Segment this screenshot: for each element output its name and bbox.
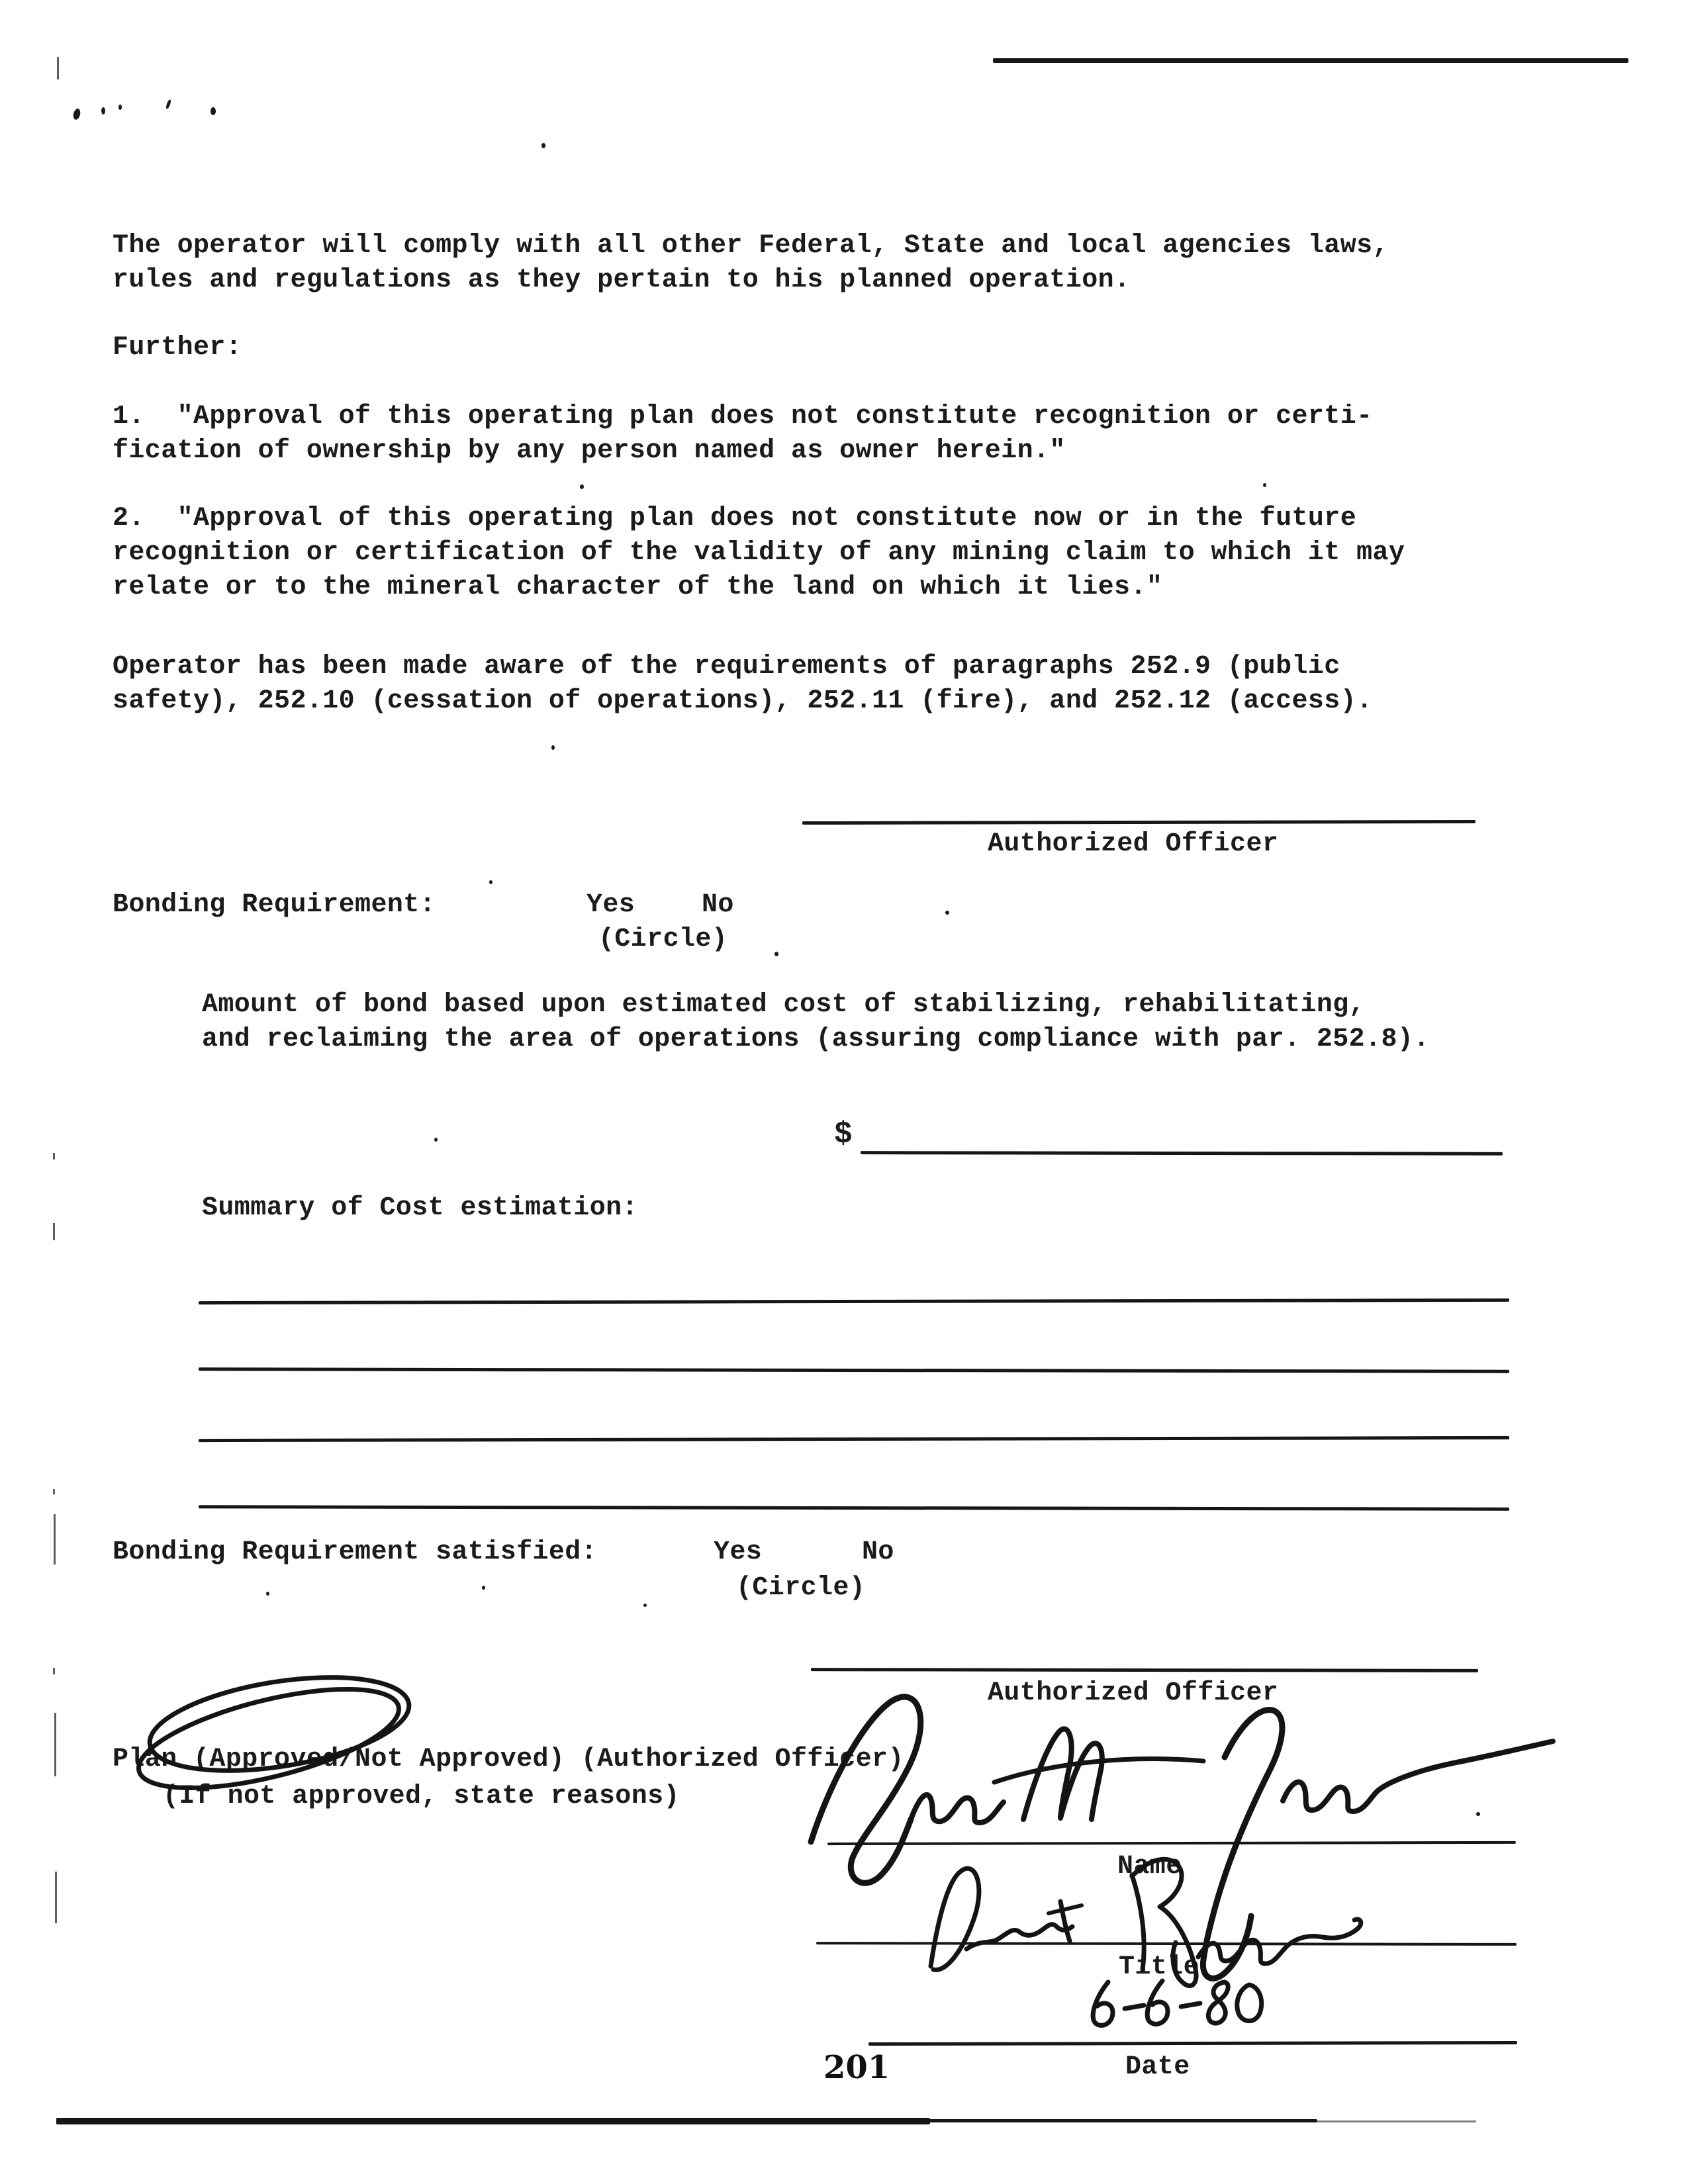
scan-artifact (53, 1489, 55, 1494)
top-divider-line (993, 58, 1628, 63)
date-signature-line (868, 2041, 1517, 2046)
list-item-2-line: recognition or certification of the validity of any mining claim to which it may (113, 538, 1405, 568)
title-stroke (931, 1868, 979, 1970)
bonding-requirement-no-option: No (702, 890, 734, 920)
authorized-officer-label: Authorized Officer (988, 829, 1279, 859)
bonding-satisfied-no-option: No (862, 1537, 894, 1567)
scan-artifact (54, 1514, 56, 1565)
scan-artifact (266, 1592, 269, 1596)
list-item-2-line: 2. "Approval of this operating plan does not constitute now or in the future (113, 504, 1357, 533)
signature-stroke (911, 1795, 1004, 1823)
title-stroke (1198, 1919, 1361, 1964)
scan-artifact (165, 99, 172, 110)
bond-amount-line: and reclaiming the area of operations (assuring compliance with par. 252.8). (202, 1024, 1430, 1054)
dollar-sign: $ (834, 1117, 853, 1152)
bonding-satisfied-circle-hint: (Circle) (736, 1573, 866, 1603)
cost-summary-blank-line (199, 1367, 1509, 1373)
scan-artifact (945, 911, 949, 915)
authorized-officer-signature-line (811, 1668, 1478, 1672)
signature-date-transcription (0, 0, 1, 1)
plan-approval-line: Plan (Approved/Not Approved) (Authorized Officer) (113, 1745, 904, 1774)
date-stroke (1093, 1982, 1113, 2025)
date-label: Date (1125, 2052, 1190, 2082)
scan-artifact (1263, 483, 1266, 487)
bottom-divider-line (56, 2118, 930, 2124)
signature-stroke (1283, 1741, 1553, 1811)
scan-artifact (101, 107, 105, 114)
bonding-requirement-label: Bonding Requirement: (113, 890, 436, 920)
scan-artifact (489, 880, 492, 884)
title-stroke (1132, 1875, 1144, 1970)
cost-summary-blank-line (199, 1298, 1509, 1304)
signature-stroke (1203, 1710, 1282, 1979)
scan-artifact (55, 1872, 57, 1923)
approved-circle-annotation (126, 1664, 457, 1803)
list-item-2-line: relate or to the mineral character of the land on which it lies." (113, 572, 1163, 602)
title-label: Title (1119, 1952, 1200, 1982)
authorized-officer-label: Authorized Officer (988, 1678, 1279, 1708)
intro-line: rules and regulations as they pertain to his planned operation. (113, 265, 1131, 295)
operator-note-line: safety), 252.10 (cessation of operations), 252.11 (fire), and 252.12 (access). (113, 686, 1373, 716)
intro-line: The operator will comply with all other Federal, State and local agencies laws, (113, 231, 1389, 261)
title-stroke (1049, 1905, 1082, 1913)
bond-amount-line: Amount of bond based upon estimated cost of stabilizing, rehabilitating, (202, 990, 1366, 1020)
scan-artifact (551, 745, 555, 750)
scan-artifact (1476, 1812, 1480, 1816)
signature-stroke (811, 1697, 921, 1883)
scan-artifact (118, 105, 122, 110)
signature-name-transcription (0, 0, 1, 1)
cost-summary-blank-line (199, 1436, 1509, 1442)
date-stroke (1181, 2003, 1200, 2007)
page-number: 201 (823, 2049, 890, 2086)
further-label: Further: (113, 333, 242, 363)
date-stroke (1125, 2005, 1144, 2009)
list-item-1-line: 1. "Approval of this operating plan does not constitute recognition or certi- (113, 402, 1373, 432)
date-stroke (1208, 1982, 1228, 2023)
cost-summary-label: Summary of Cost estimation: (202, 1193, 638, 1223)
signature-stroke (1023, 1729, 1102, 1819)
scan-artifact (211, 107, 216, 115)
scan-artifact (541, 143, 545, 148)
authorized-officer-signature-line (802, 820, 1476, 825)
bonding-satisfied-label: Bonding Requirement satisfied: (113, 1537, 598, 1567)
plan-approval-reasons-hint: (If not approved, state reasons) (163, 1782, 680, 1811)
circled-option-transcription (0, 0, 1, 1)
scan-artifact (53, 1668, 55, 1674)
operator-note-line: Operator has been made aware of the requirements of paragraphs 252.9 (public (113, 652, 1340, 682)
bonding-satisfied-yes-option: Yes (714, 1537, 763, 1567)
cost-summary-blank-line (199, 1505, 1509, 1510)
scan-artifact (57, 57, 59, 79)
signature-title-transcription (0, 0, 1, 1)
bond-amount-blank-line (861, 1151, 1503, 1156)
bottom-divider-line (927, 2119, 1317, 2122)
scan-artifact (53, 1153, 55, 1160)
bonding-requirement-yes-option: Yes (586, 890, 635, 920)
scan-artifact (482, 1586, 485, 1590)
bonding-requirement-circle-hint: (Circle) (598, 925, 728, 954)
date-stroke (1237, 1985, 1262, 2021)
list-item-1-line: fication of ownership by any person named as owner herein." (113, 436, 1066, 466)
scan-artifact (643, 1604, 647, 1607)
officer-handwriting (761, 1678, 1589, 2038)
scan-artifact (72, 108, 81, 120)
bottom-divider-line (1317, 2120, 1476, 2122)
scan-artifact (774, 952, 778, 956)
title-stroke (966, 1925, 1072, 1949)
scan-artifact (434, 1138, 438, 1142)
date-stroke (1147, 1981, 1168, 2024)
name-label: Name (1117, 1852, 1182, 1882)
scan-artifact (54, 1713, 56, 1776)
scan-artifact (580, 484, 584, 489)
scan-artifact (53, 1223, 55, 1240)
